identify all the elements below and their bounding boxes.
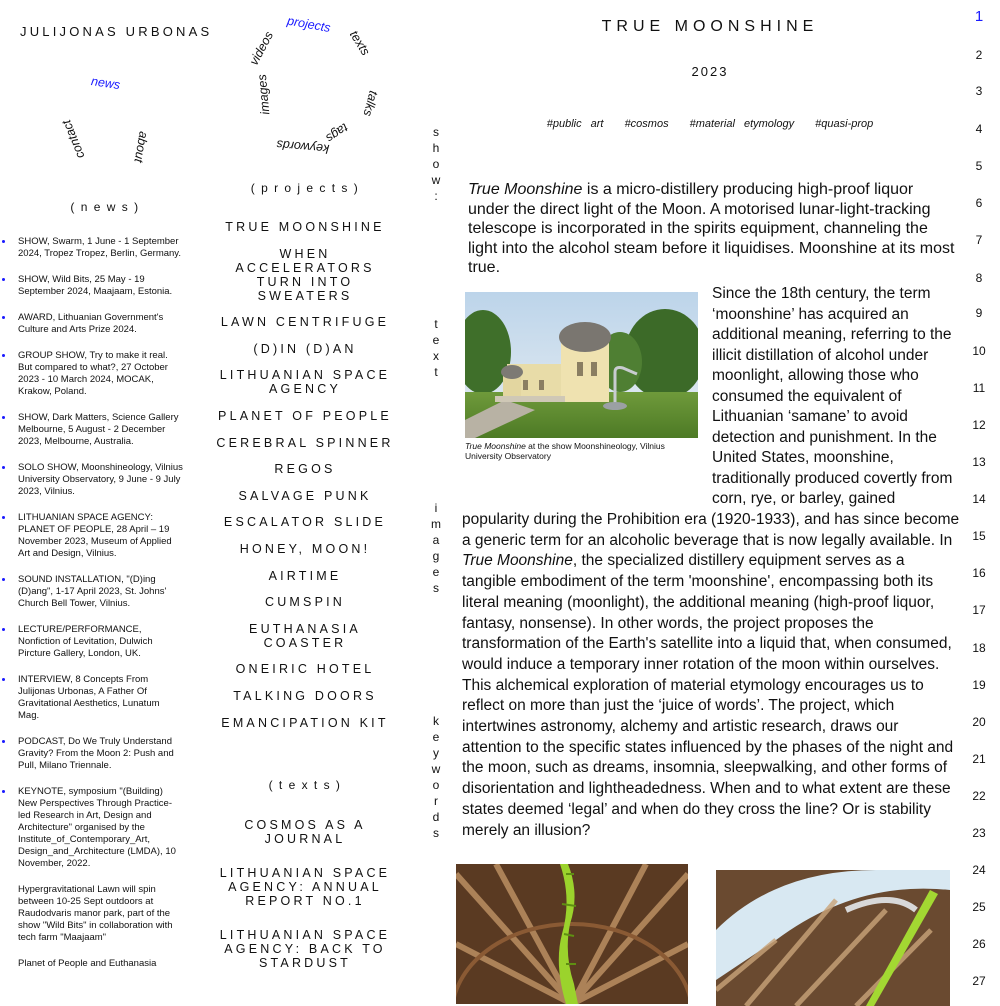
section-label-letter: w <box>431 762 441 776</box>
text-link[interactable]: COSMOS AS A JOURNAL <box>244 818 366 846</box>
project-link[interactable]: LITHUANIAN SPACE AGENCY <box>219 368 391 397</box>
project-link[interactable]: PLANET OF PEOPLE <box>218 408 392 423</box>
intro-title-italic: True Moonshine <box>468 181 583 198</box>
line-number: 16 <box>972 566 986 580</box>
line-number: 25 <box>972 900 986 914</box>
news-item[interactable]: KEYNOTE, symposium "(Building) New Perspectives Through Practice-led Research in Art, Design and Architecture" organised by the Institute_of_Contemporary_Art, Design_and_Architecture (LMDA), 10 November, 2022. <box>18 786 183 870</box>
line-number: 11 <box>972 381 986 395</box>
project-link[interactable]: EUTHANASIA COASTER <box>249 621 361 650</box>
tag-link[interactable]: #quasi-prop <box>815 118 874 130</box>
news-item[interactable]: PODCAST, Do We Truly Understand Gravity? From the Moon 2: Push and Pull, Milano Triennale. <box>18 736 183 772</box>
project-link[interactable]: (D)IN (D)AN <box>253 341 357 356</box>
line-number: 20 <box>972 715 986 729</box>
nav-link-images[interactable]: images <box>254 73 273 116</box>
projects-heading: ( p r o j e c t s ) <box>250 181 360 195</box>
line-number: 17 <box>972 603 986 617</box>
text-link[interactable]: LITHUANIAN SPACE AGENCY: BACK TO STARDUST <box>219 928 391 970</box>
figure-caption <box>465 441 690 461</box>
tag-link[interactable]: #material etymology <box>689 118 795 130</box>
news-item[interactable]: Hypergravitational Lawn will spin between 10-25 Sept outdoors at Raudodvaris manor park, part of the show "Wild Bits" in collaboration with tech farm "Maajaam" <box>18 884 173 943</box>
line-number: 5 <box>975 159 983 173</box>
line-number: 21 <box>972 752 986 766</box>
section-label-letter: e <box>432 565 440 579</box>
project-link[interactable]: ESCALATOR SLIDE <box>223 515 387 530</box>
projects-list <box>215 220 395 742</box>
nav-link-news[interactable]: news <box>90 74 122 93</box>
news-item[interactable]: SOUND INSTALLATION, "(D)ing (D)ang", 1-17 April 2023, St. Johns' Church Bell Tower, Vilnius. <box>18 574 183 610</box>
line-number: 26 <box>972 937 986 951</box>
body-title-italic: True Moonshine <box>462 552 573 570</box>
news-item[interactable]: SHOW, Wild Bits, 25 May - 19 September 2024, Maajaam, Estonia. <box>18 274 183 298</box>
project-year: 2023 <box>691 64 729 79</box>
line-number: 18 <box>972 641 986 655</box>
section-label-letter: h <box>432 141 440 155</box>
line-number: 12 <box>972 418 986 432</box>
body-text: popularity during the Prohibition era (1920-1933), and has since become a generic term for an alcoholic beverage that is now legally available. In <box>462 511 960 549</box>
project-link[interactable]: ONEIRIC HOTEL <box>235 662 375 677</box>
news-item[interactable]: INTERVIEW, 8 Concepts From Julijonas Urbonas, A Father Of Gravitational Aesthetics, Lunatum Mag. <box>18 674 183 722</box>
nav-link-tags[interactable]: tags <box>323 120 351 146</box>
project-link[interactable]: TRUE MOONSHINE <box>225 220 385 234</box>
section-label-letter: d <box>432 810 440 824</box>
site-name[interactable]: JULIJONAS URBONAS <box>20 24 213 39</box>
section-label-letter: t <box>434 365 438 379</box>
texts-heading: ( t e x t s ) <box>268 778 342 792</box>
line-number: 7 <box>975 233 983 247</box>
line-number: 4 <box>975 122 983 136</box>
tag-list <box>470 118 950 130</box>
main-figure <box>465 292 700 461</box>
nav-link-videos[interactable]: videos <box>246 29 277 68</box>
section-label-show[interactable] <box>429 124 443 204</box>
section-label-letter: k <box>433 714 439 728</box>
project-body-text: Since the 18th century, the term ‘moonshine’ has acquired an additional meaning, referring to the illicit distillation of alcohol under moonlight, allowing those who consumed the equivalent of Lithuanian ‘samane’ to avoid detection and punishment. In the United States, moonshine, traditionally produced covertly from corn, rye, or barley, gained <box>712 285 953 507</box>
section-label-images[interactable] <box>429 500 443 596</box>
body-text: , the specialized distillery equipment serves as a tangible embodiment of the term 'moonshine', encompassing both its literal meaning (moonlight), the additional meaning (high-proof liquor, fantasy, nonsense). In other words, the project proposes the transformation of the Earth's satellite into a liquid that, when consumed, would induce a temporary inner rotation of the moon within ourselves. This alchemical exploration of material etymology encourages us to reflect on more than just the ‘juice of words’. The project, which intertwines astronomy, alchemy and artistic research, draws our attention to the specific states influenced by the phases of the night and the moon, such as dreams, insomnia, sleepwalking, and other forms of disorientation and lightheadedness. When and to what extent are these states deemed ‘legal’ and when do they cross the line? Or is stability merely an illusion? <box>462 552 954 839</box>
section-label-letter: y <box>433 746 439 760</box>
project-title: TRUE MOONSHINE <box>601 18 819 35</box>
section-label-letter: o <box>432 778 440 792</box>
tag-link[interactable]: #public art <box>546 118 604 130</box>
section-label-text[interactable] <box>429 316 443 380</box>
nav-link-texts[interactable]: texts <box>346 28 373 58</box>
nav-link-contact[interactable]: contact <box>59 117 88 161</box>
main-ring-nav <box>232 10 382 160</box>
section-label-letter: t <box>434 317 438 331</box>
project-link[interactable]: CUMSPIN <box>264 595 346 610</box>
news-item[interactable]: LECTURE/PERFORMANCE, Nonfiction of Levitation, Dulwich Pircture Gallery, London, UK. <box>18 624 183 660</box>
section-label-letter: m <box>431 517 441 531</box>
caption-text: at the show Moonshineology, Vilnius University Observatory <box>465 441 665 461</box>
section-label-letter: s <box>433 581 439 595</box>
caption-title-italic: True Moonshine <box>465 441 526 451</box>
line-number: 3 <box>975 84 983 98</box>
line-number: 22 <box>972 789 986 803</box>
section-label-keywords[interactable] <box>429 713 443 841</box>
news-item[interactable]: GROUP SHOW, Try to make it real. But compared to what?, 27 October 2023 - 10 March 2024, MOCAK, Krakow, Poland. <box>18 350 183 398</box>
section-label-letter: w <box>431 173 441 187</box>
section-label-letter: e <box>432 333 440 347</box>
line-number: 23 <box>972 826 986 840</box>
news-item[interactable]: LITHUANIAN SPACE AGENCY: PLANET OF PEOPLE, 28 April – 19 November 2023, Museum of Applied Art and Design, Vilnius. <box>18 512 183 560</box>
text-link[interactable]: LITHUANIAN SPACE AGENCY: ANNUAL REPORT NO.1 <box>219 866 391 908</box>
nav-link-projects[interactable]: projects <box>286 13 332 36</box>
dome-photo-left[interactable] <box>456 864 688 1004</box>
section-label-letter: e <box>432 730 440 744</box>
nav-link-keywords[interactable]: keywords <box>275 137 330 156</box>
observatory-photo[interactable] <box>465 292 698 438</box>
line-number: 2 <box>975 48 983 62</box>
project-intro <box>468 180 958 278</box>
section-label-letter: a <box>432 533 440 547</box>
section-label-letter: s <box>433 826 439 840</box>
line-number: 13 <box>972 455 986 469</box>
news-item[interactable]: SOLO SHOW, Moonshineology, Vilnius University Observatory, 9 June - 9 July 2023, Vilnius. <box>18 462 183 497</box>
news-item[interactable]: Planet of People and Euthanasia <box>18 958 157 969</box>
news-item[interactable]: AWARD, Lithuanian Government's Culture and Arts Prize 2024. <box>18 312 183 336</box>
nav-link-talks[interactable]: talks <box>360 89 381 118</box>
project-link[interactable]: TALKING DOORS <box>233 688 377 703</box>
news-item[interactable]: SHOW, Dark Matters, Science Gallery Melbourne, 5 August - 2 December 2023, Melbourne, Australia. <box>18 412 183 448</box>
line-number: 14 <box>972 492 986 506</box>
project-link[interactable]: AIRTIME <box>268 568 342 583</box>
project-body-text-continued <box>462 510 962 841</box>
dome-photo-right[interactable] <box>716 870 950 1006</box>
project-link[interactable]: CEREBRAL SPINNER <box>216 435 394 450</box>
news-list <box>18 236 183 984</box>
project-link[interactable]: EMANCIPATION KIT <box>221 715 389 730</box>
nav-link-about[interactable]: about <box>131 130 151 164</box>
line-number: 6 <box>975 196 983 210</box>
project-link[interactable]: LAWN CENTRIFUGE <box>220 315 390 330</box>
section-label-letter: i <box>434 501 438 515</box>
section-label-letter: g <box>432 549 440 563</box>
section-label-letter: x <box>433 349 439 363</box>
line-number: 1 <box>974 8 984 25</box>
project-link[interactable]: HONEY, MOON! <box>239 541 371 556</box>
line-number: 19 <box>972 678 986 692</box>
project-link[interactable]: WHEN ACCELERATORS TURN INTO SWEATERS <box>235 246 375 303</box>
project-link[interactable]: SALVAGE PUNK <box>238 488 372 503</box>
section-label-letter: : <box>434 189 438 203</box>
line-number: 27 <box>972 974 986 988</box>
line-number: 10 <box>972 344 986 358</box>
section-label-letter: r <box>434 794 438 808</box>
texts-list <box>215 818 395 990</box>
project-link[interactable]: REGOS <box>274 462 336 477</box>
line-number: 9 <box>975 306 983 320</box>
intro-text: is a micro-distillery producing high-proof liquor under the direct light of the Moon. A motorised lunar-light-tracking telescope is incorporated in the spirits equipment, channeling the light into the alcohol steam before it liquidises. Moonshine at its most true. <box>468 181 955 276</box>
section-label-letter: o <box>432 157 440 171</box>
tag-link[interactable]: #cosmos <box>624 118 669 130</box>
line-number: 8 <box>975 271 983 285</box>
news-item[interactable]: SHOW, Swarm, 1 June - 1 September 2024, Tropez Tropez, Berlin, Germany. <box>18 236 183 260</box>
news-heading: ( n e w s ) <box>70 200 140 214</box>
section-label-letter: s <box>433 125 439 139</box>
site-ring-nav <box>45 55 175 175</box>
line-number: 15 <box>972 529 986 543</box>
line-number: 24 <box>972 863 986 877</box>
